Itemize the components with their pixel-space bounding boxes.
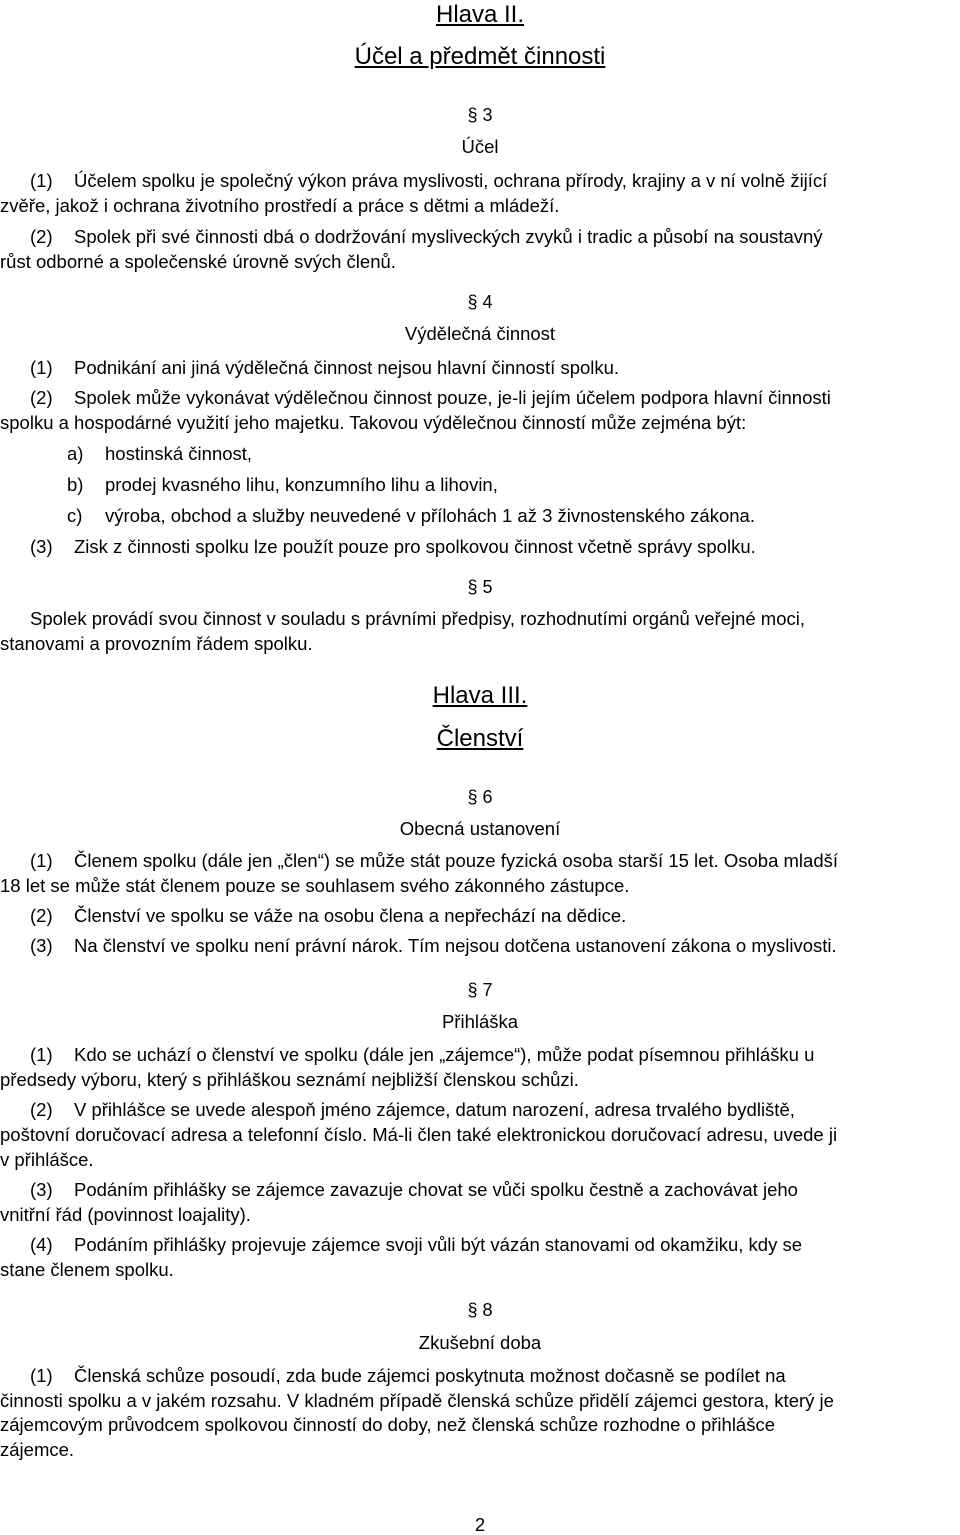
paragraph-text: stanovami a provozním řádem spolku. (0, 633, 313, 654)
paragraph-text: V přihlášce se uvede alespoň jméno zájemce, datum narození, adresa trvalého bydliště, (74, 1099, 795, 1120)
paragraph-line (30, 852, 838, 871)
paragraph-number: (1) (30, 850, 53, 871)
paragraph-line (30, 172, 827, 191)
chapter-title: Hlava III. (432, 682, 528, 709)
paragraph-text: Členství ve spolku se váže na osobu člena a nepřechází na dědice. (74, 905, 627, 926)
chapter-subtitle: Členství (436, 725, 524, 752)
paragraph-text: stane členem spolku. (0, 1259, 174, 1280)
paragraph-line (30, 228, 823, 247)
section-title: Obecná ustanovení (399, 818, 561, 839)
paragraph-text: Kdo se uchází o členství ve spolku (dále jen „zájemce“), může podat písemnou přihlášku u (74, 1044, 815, 1065)
paragraph-number: (1) (30, 357, 53, 378)
page-number: 2 (474, 1514, 486, 1535)
section-number: § 7 (467, 980, 493, 1000)
paragraph-text: Na členství ve spolku není právní nárok. Tím nejsou dotčena ustanovení zákona o myslivosti. (74, 935, 837, 956)
section-number: § 5 (467, 577, 493, 597)
paragraph-number: (3) (30, 935, 53, 956)
list-item (67, 445, 252, 464)
paragraph-text: Zisk z činnosti spolku lze použít pouze pro spolkovou činnost včetně správy spolku. (74, 536, 756, 557)
paragraph-number: (1) (30, 1365, 53, 1386)
paragraph-text: Spolek může vykonávat výdělečnou činnost pouze, je-li jejím účelem podpora hlavní činnosti (74, 387, 831, 408)
paragraph-line (30, 389, 831, 408)
paragraph-text: předsedy výboru, který s přihláškou seznámí nejbližší členskou schůzi. (0, 1069, 579, 1090)
list-item-text: prodej kvasného lihu, konzumního lihu a lihovin, (105, 474, 498, 495)
section-title: Přihláška (441, 1011, 519, 1032)
paragraph-text: Podáním přihlášky se zájemce zavazuje chovat se vůči spolku čestně a zachovávat jeho (74, 1179, 798, 1200)
chapter-title: Hlava II. (435, 1, 525, 28)
paragraph-line (30, 937, 837, 956)
section-title: Účel (461, 136, 499, 157)
list-item-marker: c) (67, 505, 83, 526)
section-number: § 3 (467, 105, 493, 125)
section-number: § 6 (467, 787, 493, 807)
list-item-text: hostinská činnost, (105, 443, 253, 464)
paragraph-text: v přihlášce. (0, 1149, 94, 1170)
paragraph-text: Členem spolku (dále jen „člen“) se může stát pouze fyzická osoba starší 15 let. Osoba mladší (74, 850, 838, 871)
paragraph-text: Účelem spolku je společný výkon práva myslivosti, ochrana přírody, krajiny a v ní volně žijící (74, 170, 828, 191)
paragraph-line (30, 1101, 795, 1120)
paragraph-line (30, 907, 626, 926)
paragraph-line (30, 1367, 786, 1386)
paragraph-text: zájemce. (0, 1439, 75, 1460)
paragraph-line (30, 1046, 814, 1065)
paragraph-text: 18 let se může stát členem pouze se souhlasem svého zákonného zástupce. (0, 875, 630, 896)
paragraph-text: spolku a hospodárné využití jeho majetku. Takovou výdělečnou činností může zejména být: (0, 412, 747, 433)
paragraph-text: zvěře, jakož i ochrana životního prostředí a práce s dětmi a mládeží. (0, 195, 560, 216)
list-item (67, 507, 755, 526)
paragraph-text: Podnikání ani jiná výdělečná činnost nejsou hlavní činností spolku. (74, 357, 620, 378)
paragraph-number: (2) (30, 387, 53, 408)
paragraph-text: poštovní doručovací adresa a telefonní číslo. Má-li člen také elektronickou doručovací adresu, uvede ji (0, 1124, 838, 1145)
paragraph-line (30, 359, 619, 378)
paragraph-line (30, 1181, 798, 1200)
paragraph-number: (1) (30, 170, 53, 191)
list-item (67, 476, 498, 495)
paragraph-text: vnitřní řád (povinnost loajality). (0, 1204, 251, 1225)
paragraph-text: Členská schůze posoudí, zda bude zájemci poskytnuta možnost dočasně se podílet na (74, 1365, 786, 1386)
paragraph-text: zájemcovým průvodcem spolkovou činností do doby, než členská schůze rozhodne o přihlášce (0, 1414, 776, 1435)
list-item-marker: a) (67, 443, 84, 464)
paragraph-number: (4) (30, 1234, 53, 1255)
section-number: § 4 (467, 292, 493, 312)
section-title: Výdělečná činnost (404, 323, 556, 344)
paragraph-number: (2) (30, 1099, 53, 1120)
paragraph-text: Spolek provádí svou činnost v souladu s právními předpisy, rozhodnutími orgánů veřejné moci, (30, 608, 806, 629)
paragraph-text: činnosti spolku a v jakém rozsahu. V kladném případě členská schůze přidělí zájemci gestora, který je (0, 1390, 834, 1411)
chapter-subtitle: Účel a předmět činnosti (354, 43, 606, 70)
paragraph-number: (2) (30, 905, 53, 926)
paragraph-number: (2) (30, 226, 53, 247)
section-title: Zkušební doba (418, 1332, 542, 1353)
paragraph-text: růst odborné a společenské úrovně svých členů. (0, 251, 396, 272)
paragraph-line (30, 538, 756, 557)
paragraph-number: (3) (30, 536, 53, 557)
paragraph-text: Podáním přihlášky projevuje zájemce svoji vůli být vázán stanovami od okamžiku, kdy se (74, 1234, 802, 1255)
paragraph-text: Spolek při své činnosti dbá o dodržování mysliveckých zvyků i tradic a působí na soustavný (74, 226, 823, 247)
section-number: § 8 (467, 1300, 493, 1320)
list-item-text: výroba, obchod a služby neuvedené v přílohách 1 až 3 živnostenského zákona. (105, 505, 755, 526)
paragraph-number: (1) (30, 1044, 53, 1065)
paragraph-number: (3) (30, 1179, 53, 1200)
list-item-marker: b) (67, 474, 84, 495)
paragraph-line (30, 1236, 802, 1255)
